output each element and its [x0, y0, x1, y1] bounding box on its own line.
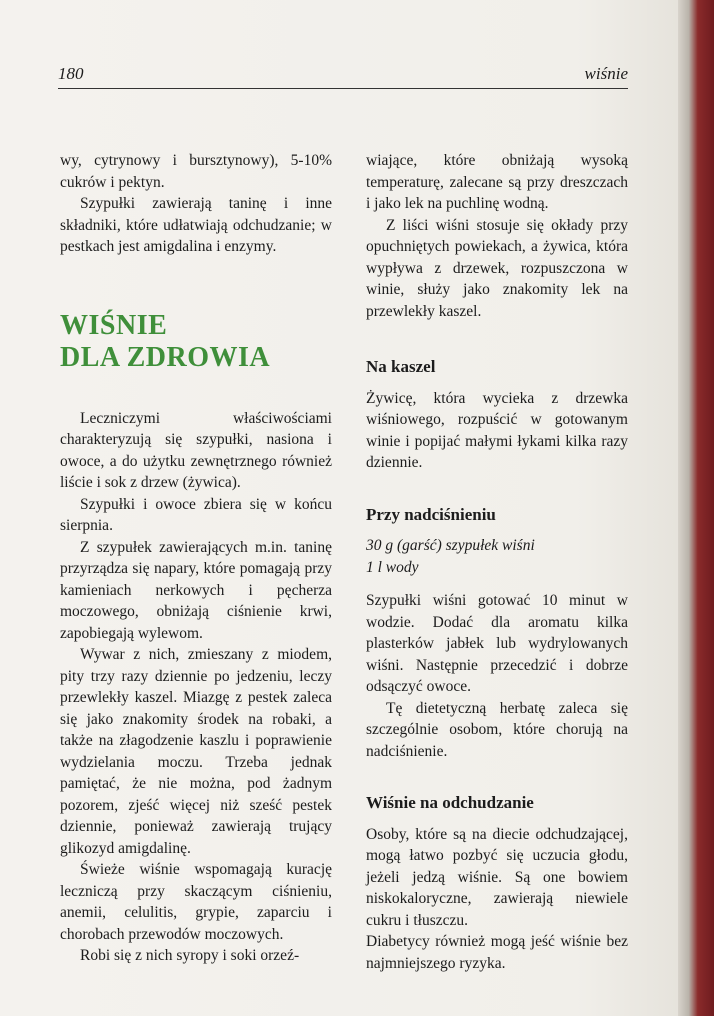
recipe-title-cough: Na kaszel [366, 357, 436, 376]
intro-paragraph-1: wy, cytrynowy i bursztynowy), 5-10% cukrów i pektyn. [60, 152, 332, 191]
running-title: wiśnie [584, 64, 628, 83]
running-header [58, 62, 628, 89]
paragraph: Z szypułek zawierających m.in. taninę przyrządza się napary, które pomagają przy kamieniach nerkowych i pęcherza moczowego, obniżają ciśnienie krwi, zapobiegają wylewom. [60, 538, 332, 642]
recipe-text-slimming: Osoby, które są na diecie odchudzającej, mogą łatwo pozbyć się uczucia głodu, jeżeli jedzą wiśnie. Są one bowiem niskokaloryczne, zawierają niewiele cukru i tłuszczu. [366, 825, 628, 929]
recipe-title-slimming: Wiśnie na odchudzanie [366, 793, 534, 812]
paragraph: Świeże wiśnie wspomagają kurację leczniczą przy skaczącym ciśnieniu, anemii, celulitis, grypie, zaparciu i chorobach przewodów moczowych. [60, 861, 332, 943]
book-spine-edge [678, 0, 714, 1016]
paragraph: Robi się z nich syropy i soki orzeź- [80, 947, 300, 964]
recipe-text-hypertension: Szypułki wiśni gotować 10 minut w wodzie. Dodać dla aromatu kilka plasterków jabłek lub wydrylowanych wiśni. Następnie przecedzić i dobrze odsączyć owoce. [366, 592, 628, 695]
recipe-note-slimming: Diabetycy również mogą jeść wiśnie bez najmniejszego ryzyka. [366, 933, 628, 972]
heading-line-1: WIŚNIE [60, 309, 168, 341]
right-column [366, 150, 628, 974]
recipe-title-hypertension: Przy nadciśnieniu [366, 504, 496, 524]
section-heading [60, 310, 332, 374]
heading-line-2: DLA ZDROWIA [60, 341, 271, 373]
paragraph: Szypułki i owoce zbiera się w końcu sierpnia. [60, 495, 332, 534]
ingredient: 30 g (garść) szypułek wiśni [366, 537, 535, 554]
page-number: 180 [58, 64, 84, 83]
left-column [60, 150, 332, 967]
paragraph: Leczniczymi właściwościami charakteryzują się szypułki, nasiona i owoce, a do użytku zewnętrznego również liście i sok z drzew (żywica). [60, 409, 332, 491]
recipe-note-hypertension: Tę dietetyczną herbatę zaleca się szczególnie osobom, które chorują na nadciśnienie. [366, 699, 628, 760]
ingredient: 1 l wody [366, 558, 419, 576]
recipe-text-cough: Żywicę, która wycieka z drzewka wiśniowego, rozpuścić w gotowanym winie i popijać małymi łykami kilka razy dziennie. [366, 389, 628, 471]
paragraph: Wywar z nich, zmieszany z miodem, pity trzy razy dziennie po jedzeniu, leczy przewlekły kaszel. Miazgę z pestek zaleca się jako znakomity środek na robaki, a także na złagodzenie kaszlu i poprawienie wydzielania moczu. Trzeba jednak pamiętać, że nie można, pod żadnym pozorem, zjeść więcej niż sześć pestek dziennie, ponieważ zawierają trujący glikozyd amigdalinę. [60, 646, 332, 857]
continued-paragraph: wiające, które obniżają wysoką temperaturę, zalecane są przy dreszczach i jako lek na puchlinę wodną. [366, 152, 628, 212]
paragraph: Z liści wiśni stosuje się okłady przy opuchniętych powiekach, a żywica, która wypływa z drzewek, rozpuszczona w winie, służy jako znakomity lek na przewlekły kaszel. [366, 216, 628, 320]
intro-paragraph-2: Szypułki zawierają taninę i inne składniki, które udłatwiają odchudzanie; w pestkach jest amigdalina i enzymy. [60, 195, 332, 255]
